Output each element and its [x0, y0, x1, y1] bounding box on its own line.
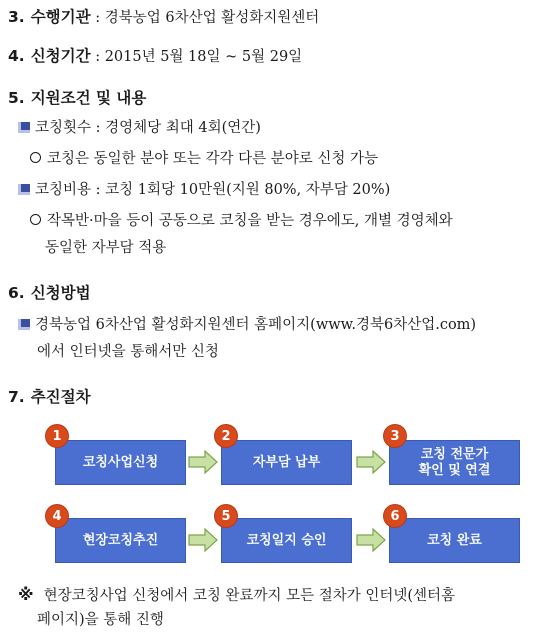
step-label: 코칭 완료 [427, 532, 482, 548]
step-2-badge: 2 [215, 425, 237, 447]
section-title: 수행기관 [30, 8, 91, 26]
step-label-line2: 확인 및 연결 [418, 462, 491, 478]
step-3-badge: 3 [384, 425, 406, 447]
separator: : [90, 10, 105, 26]
apply-method-line-cont [37, 342, 219, 362]
coaching-cost-item [18, 180, 390, 200]
coaching-cost-sub [30, 211, 453, 231]
section-title: 신청방법 [30, 284, 91, 302]
sub-text: 코칭은 동일한 분야 또는 각각 다른 분야로 신청 가능 [47, 151, 379, 167]
section-title: 신청기간 [30, 47, 91, 65]
reference-mark: ※ [18, 585, 34, 604]
section-5-heading [8, 88, 146, 108]
arrow-right-icon [188, 450, 218, 474]
step-5-box [221, 518, 352, 563]
arrow-right-icon [356, 528, 386, 552]
process-note-cont [37, 610, 164, 630]
separator: : [91, 120, 106, 136]
section-6-heading [8, 283, 91, 303]
square-bullet-icon [18, 184, 30, 195]
separator: : [91, 182, 106, 198]
circle-bullet-icon [30, 214, 41, 225]
coaching-cost-sub-cont [45, 238, 166, 258]
separator: : [90, 49, 105, 65]
circle-bullet-icon [30, 152, 41, 163]
sub-text: 동일한 자부담 적용 [45, 240, 167, 256]
step-6-box [389, 518, 520, 563]
section-3-heading [8, 7, 319, 28]
step-1-box [55, 440, 186, 485]
step-1-badge: 1 [46, 425, 68, 447]
step-6-badge: 6 [384, 505, 406, 527]
item-label: 코칭비용 [35, 182, 92, 198]
section-number: 5. [8, 89, 25, 107]
step-label: 현장코칭추진 [82, 532, 159, 548]
method-text: 경북농업 6차산업 활성화지원센터 홈페이지(www.경북6차산업.com) [35, 317, 477, 333]
note-text: 현장코칭사업 신청에서 코칭 완료까지 모든 절차가 인터넷(센터홈 [43, 588, 456, 604]
section-title: 지원조건 및 내용 [30, 89, 147, 107]
step-4-box [55, 518, 186, 563]
section-number: 4. [8, 47, 25, 65]
step-label: 코칭 전문가 [420, 446, 489, 462]
item-value: 경영체당 최대 4회(연간) [105, 120, 261, 136]
item-label: 코칭횟수 [35, 120, 92, 136]
process-note [18, 585, 455, 606]
step-5-badge: 5 [215, 505, 237, 527]
apply-method-line [18, 315, 476, 335]
sub-text: 작목반·마을 등이 공동으로 코칭을 받는 경우에도, 개별 경영체와 [47, 213, 453, 229]
coaching-count-sub [30, 149, 378, 169]
section-4-heading [8, 46, 302, 67]
step-2-box [221, 440, 352, 485]
section-number: 6. [8, 284, 25, 302]
step-3-box [389, 440, 520, 485]
step-4-badge: 4 [46, 505, 68, 527]
item-value: 코칭 1회당 10만원(지원 80%, 자부담 20%) [105, 182, 391, 198]
method-text: 에서 인터넷을 통해서만 신청 [37, 344, 219, 360]
note-text: 페이지)을 통해 진행 [37, 612, 164, 628]
step-label: 코칭일지 승인 [246, 532, 327, 548]
step-label: 코칭사업신청 [82, 454, 159, 470]
square-bullet-icon [18, 319, 30, 330]
section-value: 경북농업 6차산업 활성화지원센터 [104, 10, 320, 26]
arrow-right-icon [356, 450, 386, 474]
arrow-right-icon [188, 528, 218, 552]
section-title: 추진절차 [30, 388, 91, 406]
section-value: 2015년 5월 18일 ~ 5월 29일 [104, 49, 303, 65]
section-7-heading [8, 387, 91, 407]
section-number: 7. [8, 388, 25, 406]
square-bullet-icon [18, 122, 30, 133]
step-label: 자부담 납부 [252, 454, 321, 470]
coaching-count-item [18, 118, 261, 138]
section-number: 3. [8, 8, 25, 26]
